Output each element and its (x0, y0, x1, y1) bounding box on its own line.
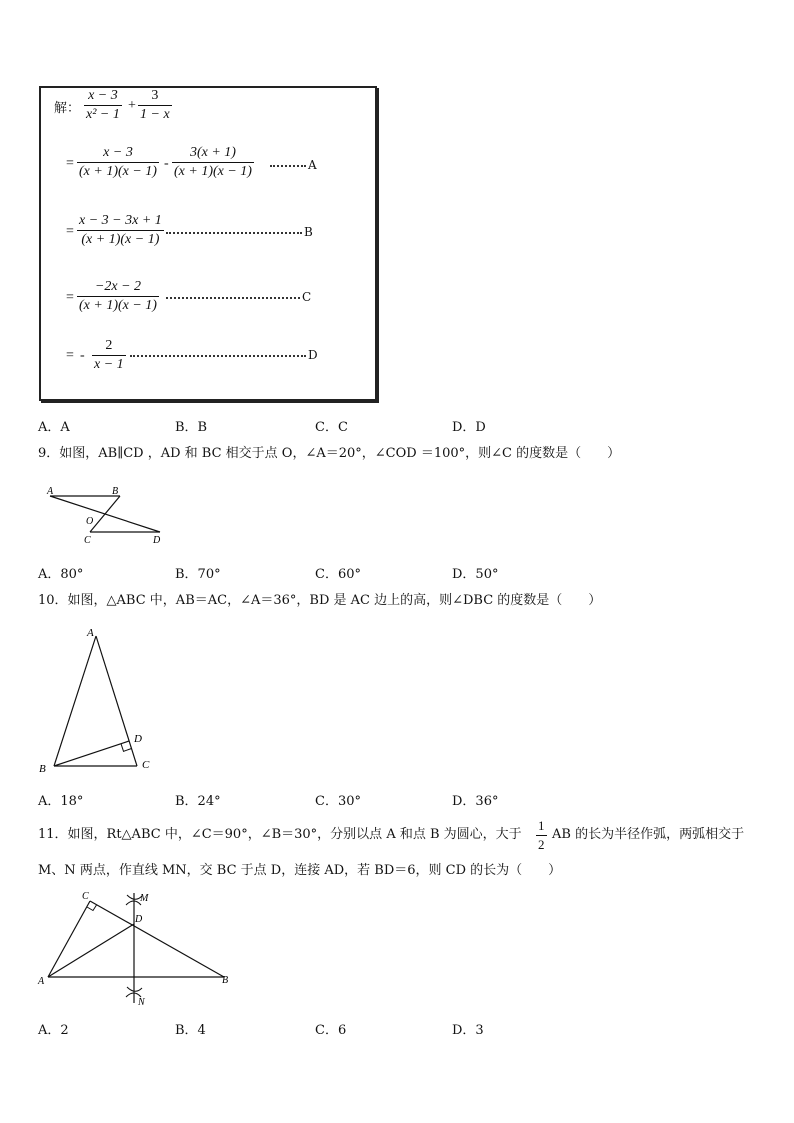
leader-dots-A (270, 165, 306, 167)
equals-sign: = (66, 348, 74, 363)
plus-sign: + (128, 98, 136, 113)
q10-point-c-label: C (142, 759, 150, 771)
minus-sign: - (164, 156, 169, 171)
q11-stem-line2: M、N 两点，作直线 MN，交 BC 于点 D，连接 AD，若 BD＝6，则 CD 的长为（ ） (38, 863, 562, 878)
q11-option-a[interactable]: A．2 (38, 1023, 69, 1038)
q11-point-m-label: M (140, 893, 149, 904)
stepA-fraction-2: $\frac{3(x + 1)}{(x + 1)(x - 1)}$ (174, 145, 252, 179)
expr-fraction-1: $\frac{x - 3}{\text{x² − 1}}$ (86, 88, 120, 122)
q11-point-a-label: A (38, 976, 45, 987)
q9-point-d-label: D (153, 535, 161, 546)
step-label-D: D (308, 348, 318, 362)
q9-point-a-label: A (47, 486, 54, 497)
stepB-fraction: $\frac{x - 3 - 3x + 1}{(x + 1)(x - 1)}$ (79, 213, 162, 247)
leader-dots-C (166, 297, 300, 299)
q11-point-d-label: D (135, 914, 143, 925)
stepD-fraction: $\frac{2}{x - 1}$ (94, 338, 124, 372)
q11-option-d[interactable]: D．3 (452, 1023, 484, 1038)
leader-dots-B (166, 232, 302, 234)
q10-point-a-label: A (87, 627, 94, 639)
step-label-B: B (304, 225, 313, 239)
q11-half-fraction: $\frac{1}{2}$ (538, 818, 545, 852)
q8-option-c[interactable]: C．C (315, 420, 348, 435)
q9-point-o-label: O (86, 516, 94, 527)
q10-option-a[interactable]: A．18° (38, 794, 84, 809)
q10-figure (36, 624, 161, 776)
q11-point-n-label: N (138, 997, 145, 1008)
q11-stem-line1-b: AB 的长为半径作弧，两弧相交于 (552, 827, 745, 842)
q10-option-c[interactable]: C．30° (315, 794, 361, 809)
q11-stem-line1-a: 11．如图，Rt△ABC 中，∠C＝90°，∠B＝30°，分别以点 A 和点 B 为圆心，大于 (38, 827, 522, 842)
stepC-fraction: $\frac{-2x - 2}{(x + 1)(x - 1)}$ (79, 279, 157, 313)
leader-dots-D (130, 355, 306, 357)
q9-option-d[interactable]: D．50° (452, 567, 499, 582)
q10-point-b-label: B (39, 763, 46, 775)
q8-option-d[interactable]: D．D (452, 420, 486, 435)
q11-option-b[interactable]: B．4 (175, 1023, 206, 1038)
step-label-C: C (302, 290, 312, 304)
q9-point-c-label: C (84, 535, 91, 546)
q10-option-b[interactable]: B．24° (175, 794, 221, 809)
q10-option-d[interactable]: D．36° (452, 794, 499, 809)
q9-point-b-label: B (112, 486, 119, 497)
q8-option-a[interactable]: A．A (38, 420, 70, 435)
stepA-fraction-1: $\frac{x - 3}{(x + 1)(x - 1)}$ (79, 145, 157, 179)
q9-option-b[interactable]: B．70° (175, 567, 221, 582)
q9-option-c[interactable]: C．60° (315, 567, 361, 582)
q9-figure (40, 482, 170, 548)
q9-stem: 9．如图，AB∥CD ，AD 和 BC 相交于点 O，∠A＝20°，∠COD ＝100°，则∠C 的度数是（ ） (38, 446, 621, 461)
solution-intro: 解： (54, 101, 81, 116)
q10-point-d-label: D (134, 733, 142, 745)
minus-sign: - (80, 348, 85, 363)
q11-point-b-label: B (222, 975, 229, 986)
q11-figure (34, 887, 244, 1011)
q8-option-b[interactable]: B．B (175, 420, 208, 435)
expr-fraction-2: $\frac{3}{1 - x}$ (140, 88, 170, 122)
equals-sign: = (66, 156, 74, 171)
q9-option-a[interactable]: A．80° (38, 567, 84, 582)
equals-sign: = (66, 224, 74, 239)
q11-point-c-label: C (82, 891, 89, 902)
equals-sign: = (66, 290, 74, 305)
q10-stem: 10．如图，△ABC 中，AB＝AC，∠A＝36°，BD 是 AC 边上的高，则∠DBC 的度数是（ ） (38, 593, 602, 608)
q11-option-c[interactable]: C．6 (315, 1023, 347, 1038)
step-label-A: A (308, 158, 317, 172)
